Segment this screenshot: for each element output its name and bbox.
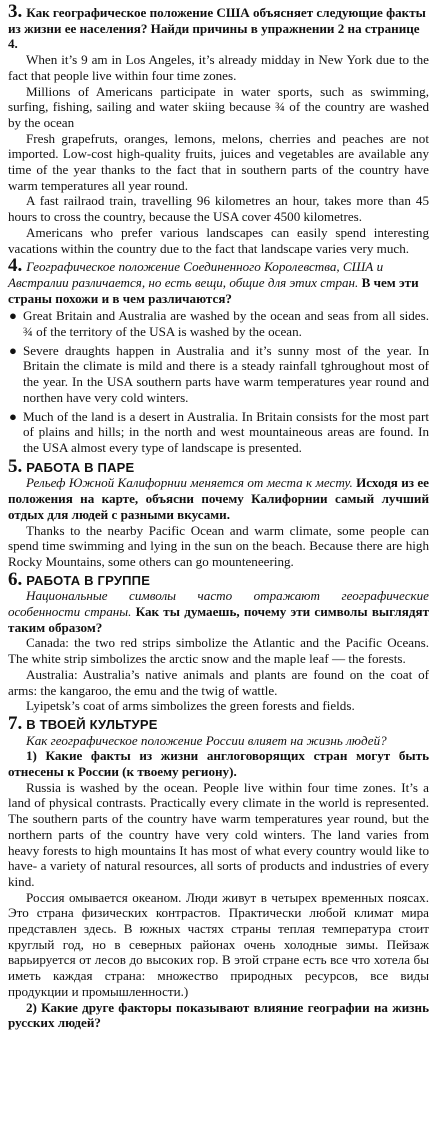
section-6-task xyxy=(8,588,429,635)
section-3-para-5: Americans who prefer various landscapes can easily spend interesting vacations within the country due to the fact that landscape varies very much. xyxy=(8,224,429,256)
section-3-para-3: Fresh grapefruts, oranges, lemons, melons, cherries and peaches are not imported. Low-cost high-quality fruits, juices and vegetables are available any time of the year thanks to the fact that in southern parts of the country have warm temperatures all year round. xyxy=(8,130,429,193)
bullet-icon: ● xyxy=(9,342,17,358)
section-7-para-english: Russia is washed by the ocean. People live within four time zones. It’s a land of physical contrasts. Practically every climate in the world is represented. The southern parts of the country have warm temperatures year round, but the northern parts of the country have very cold winters. The land varies from heavy forests to high mountains It has most of what every country would like to have- a variety of natural resources, all sorts of products and industries of every kind. xyxy=(8,779,429,889)
section-7-heading xyxy=(8,712,429,734)
section-5-question: Исходя из ее положения на карте, объясни почему Калифорнии самый лучший отдых для людей с разными вкусами. xyxy=(8,475,429,522)
section-7-title: В ТВОЕЙ КУЛЬТУРЕ xyxy=(26,716,158,732)
section-4-question: В чем эти страны похожи и в чем различаются? xyxy=(8,274,419,306)
section-7-intro: Как географическое положение России влияет на жизнь людей? xyxy=(26,732,387,748)
section-3-heading xyxy=(8,1,429,52)
section-3-para-2: Millions of Americans participate in water sports, such as swimming, surfing, fishing, sailing and water skiing because ¾ of the country are washed by the ocean xyxy=(8,83,429,130)
section-7-number: 7. xyxy=(8,712,23,734)
list-item-text: Much of the land is a desert in Australia. In Britain consists for the most part of plains and hills; in the north and west mountaineous areas are found. In the USA almost every type of landscape is presented. xyxy=(23,408,429,455)
section-7-question-1: 1) Какие факты из жизни англоговорящих стран могут быть отнесены к России (к твоему региону). xyxy=(8,748,429,780)
bullet-icon: ● xyxy=(9,308,17,324)
section-3-para-1: When it’s 9 am in Los Angeles, it’s already midday in New York due to the fact that people live within four time zones. xyxy=(8,52,429,83)
section-4-list xyxy=(8,308,429,455)
section-6-intro: Национальные символы часто отражают географические особенности страны. xyxy=(8,588,429,620)
section-5-title: РАБОТА В ПАРЕ xyxy=(26,459,135,475)
section-6-number: 6. xyxy=(8,568,23,590)
section-5-intro: Рельеф Южной Калифорнии меняется от места к месту. xyxy=(26,475,353,491)
section-3-number: 3. xyxy=(8,1,23,22)
list-item xyxy=(8,409,429,456)
list-item xyxy=(8,308,429,339)
section-5-task xyxy=(8,475,429,522)
section-4-heading xyxy=(8,255,429,306)
list-item-text: Severe draughts happen in Australia and it’s sunny most of the year. In Britain the climate is mild and there is a steady rainfall tghroughout most of the year. In the USA southern parts have warm temperatures year round and northen have very cold winters. xyxy=(23,342,429,405)
section-6-para-3: Lyipetsk’s coat of arms simbolizes the green forests and fields. xyxy=(26,698,355,714)
section-6-para-1: Canada: the two red strips simbolize the Atlantic and the Pacific Oceans. The white strip simbolizes the arctic snow and the maple leaf — the forests. xyxy=(8,635,429,667)
section-5-para: Thanks to the nearby Pacific Ocean and warm climate, some people can spend time swimming and lying in the sun on the beach. Because there are high Rocky Mountains, some others can go mounteneering. xyxy=(8,522,429,569)
list-item xyxy=(8,343,429,406)
section-5-heading xyxy=(8,455,429,477)
bullet-icon: ● xyxy=(9,408,17,424)
section-6-title: РАБОТА В ГРУППЕ xyxy=(26,572,151,588)
section-6-question: Как ты думаешь, почему эти символы выглядят таким образом? xyxy=(8,604,429,635)
section-4-intro: Географическое положение Соединенного Королевства, США и Австралии различается, но есть вещи, общие для этих стран. xyxy=(8,259,384,290)
section-3-question: Как географическое положение США объясняет следующие факты из жизни ее населения? Найди причины в упражнении 2 на странице 4. xyxy=(8,5,426,52)
section-4-number: 4. xyxy=(8,255,23,277)
list-item-text: Great Britain and Australia are washed by the ocean and seas from all sides. ¾ of the territory of the USA is washed by the ocean. xyxy=(23,308,429,340)
section-7-para-russian: Россия омывается океаном. Люди живут в четырех временных поясах. Это страна физических контрастов. Практически любой климат мира представлен здесь. В южных частях страны теплая температура стоит круглый год, но в северных районах очень холодные зимы. Пейзаж варьируется от лесов до высоких гор. В этой стране есть все что хотела бы иметь каждая страна: множество природных ресурсов, все виды продукции и промышленности.) xyxy=(8,889,429,999)
section-7-question-2: 2) Какие друге факторы показывают влияние географии на жизнь русских людей? xyxy=(8,999,429,1031)
section-3-para-4: A fast railraod train, travelling 96 kilometres an hour, takes more than 45 hours to cross the country, because the USA cover 4500 kilometres. xyxy=(8,193,429,225)
section-6-para-2: Australia: Australia’s native animals and plants are found on the coat of arms: the kangaroo, the emu and the twig of wattle. xyxy=(8,666,429,698)
section-6-heading xyxy=(8,568,429,590)
section-5-number: 5. xyxy=(8,455,23,477)
